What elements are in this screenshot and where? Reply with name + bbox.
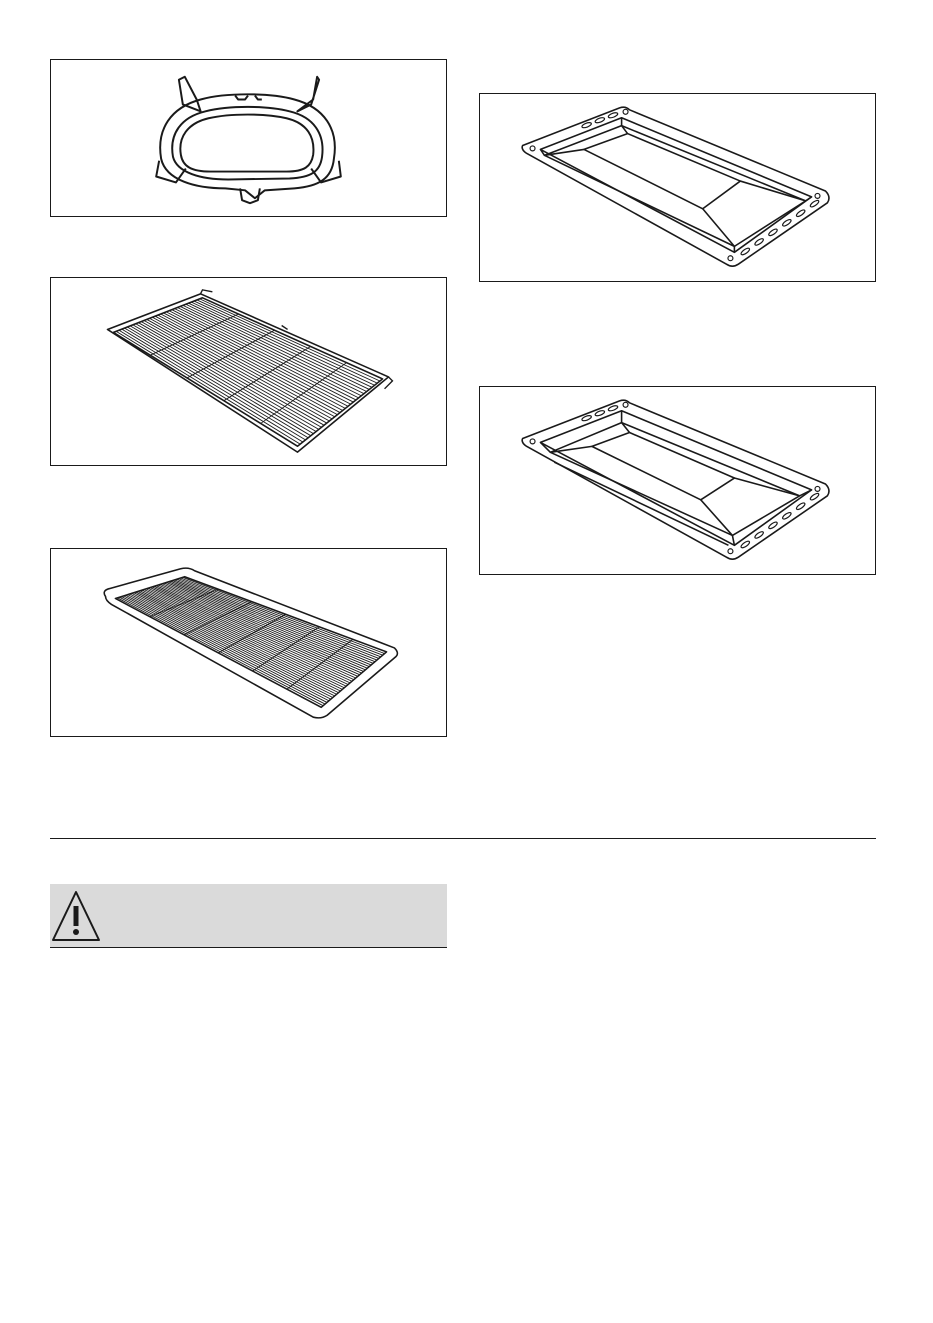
tray-slot [768, 228, 778, 237]
rack-wire [116, 331, 300, 444]
rack-wire [130, 326, 313, 434]
tray-slot [782, 511, 792, 520]
tray-slot [608, 112, 619, 119]
tray-slot [795, 502, 805, 511]
figure-deep-baking-tray [479, 386, 876, 575]
warning-triangle-icon [50, 888, 102, 946]
tray-slot [809, 199, 819, 208]
page-mark [926, 1309, 930, 1315]
baking-tray-icon [480, 387, 875, 574]
rack-wire [161, 314, 343, 410]
baking-tray-icon [480, 94, 875, 281]
tray-slot [782, 218, 792, 227]
tray-slot [740, 247, 750, 256]
rack-wire [164, 313, 346, 408]
figure-flat-wire-rack [50, 277, 447, 466]
section-divider [50, 838, 876, 839]
rack-wire [127, 327, 310, 436]
tray-slot [754, 530, 764, 539]
tray-slot [754, 237, 764, 246]
figure-wok-ring-support [50, 59, 447, 217]
figure-rounded-wire-rack [50, 548, 447, 737]
wire-rack-icon [51, 278, 446, 465]
tray-slot [740, 540, 750, 549]
rack-wire [177, 308, 358, 398]
tray-slot [809, 492, 819, 501]
wire-rack-icon [51, 549, 446, 736]
tray-slot [795, 209, 805, 218]
warning-panel [50, 884, 447, 948]
rack-wire [166, 312, 348, 406]
rack-wire [169, 311, 351, 404]
tray-slot [768, 521, 778, 530]
tray-slot [608, 405, 619, 412]
figure-shallow-baking-tray [479, 93, 876, 282]
wok-ring-icon [51, 60, 446, 216]
